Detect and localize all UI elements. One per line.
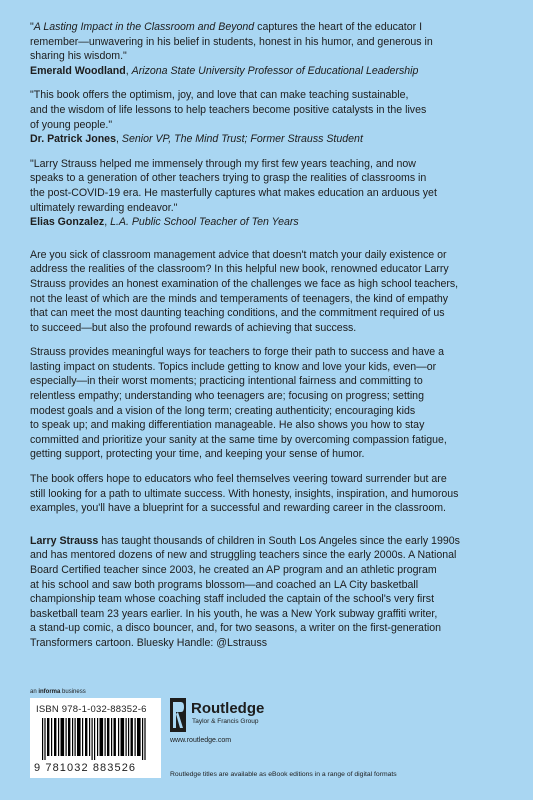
- endorser-role: Arizona State University Professor of Educational Leadership: [131, 64, 419, 77]
- publisher-group: Taylor & Francis Group: [192, 718, 259, 725]
- endorsement-3: [30, 157, 510, 230]
- endorsement-2-attribution: Dr. Patrick Jones, Senior VP, The Mind Trust; Former Strauss Student: [30, 133, 363, 146]
- publisher-name: Routledge: [191, 700, 265, 717]
- quote-line: speaks to a generation of other teachers trying to grasp the realities of classrooms in: [30, 172, 427, 185]
- endorser-name: Emerald Woodland: [30, 64, 126, 77]
- quote-line: captures the heart of the educator I: [254, 21, 423, 33]
- endorsement-1: [30, 20, 510, 78]
- author-bio: Larry Strauss has taught thousands of children in South Los Angeles since the early 1990s and has mentored dozens of new and struggling teachers since the early 2000s. A National Board Certified teacher since 2003, he created an AP program and an athletic program at his school and saw both programs blossom—and coached an LA City basketball championship team whose coaching staff included the captain of the school's very first basketball team 23 years earlier. In his youth, he was a New York subway graffiti writer, a stand-up comic, a disco bouncer, and, for two seasons, a writer on the first-generation Transformers cartoon. Bluesky Handle: @Lstrauss: [30, 534, 460, 649]
- endorser-role: Senior VP, The Mind Trust; Former Strauss Student: [121, 133, 363, 146]
- description-paragraph-3: The book offers hope to educators who feel themselves veering toward surrender but are still looking for a path to ultimate success. With honesty, insights, inspiration, and humorous examples, you'll have a blueprint for a successful and rewarding career in the classroom.: [30, 473, 459, 515]
- open-quote: ": [30, 21, 34, 33]
- barcode-icon: [36, 718, 155, 760]
- informa-business-label: an informa business: [30, 689, 86, 695]
- quote-line: ultimately rewarding endeavor.": [30, 201, 178, 214]
- barcode-number: 9 781032 883526: [34, 762, 137, 774]
- endorsement-1-attribution: Emerald Woodland, Arizona State University Professor of Educational Leadership: [30, 64, 419, 77]
- cover-footer: [30, 688, 510, 778]
- quote-line: sharing his wisdom.": [30, 50, 127, 63]
- endorser-name: Dr. Patrick Jones: [30, 133, 116, 146]
- publisher-website: www.routledge.com: [170, 737, 232, 744]
- ebook-availability-note: Routledge titles are available as eBook editions in a range of digital formats: [170, 771, 397, 778]
- endorser-role: L.A. Public School Teacher of Ten Years: [110, 216, 299, 229]
- quote-line: remember—unwavering in his belief in students, honest in his humor, and generous in: [30, 35, 433, 48]
- endorser-name: Elias Gonzalez: [30, 216, 105, 229]
- author-name: Larry Strauss: [30, 534, 99, 547]
- back-cover-content: [30, 20, 510, 661]
- endorsement-2: [30, 88, 510, 146]
- endorsement-3-attribution: Elias Gonzalez, L.A. Public School Teacher of Ten Years: [30, 216, 299, 229]
- quote-line: of young people.": [30, 118, 113, 131]
- isbn-number: ISBN 978-1-032-88352-6: [36, 704, 147, 715]
- routledge-logo-icon: [170, 698, 186, 732]
- isbn-barcode: [30, 698, 161, 778]
- book-title: A Lasting Impact in the Classroom and Beyond: [33, 21, 255, 33]
- quote-line: "Larry Strauss helped me immensely through my first few years teaching, and now: [30, 157, 416, 170]
- quote-line: and the wisdom of life lessons to help teachers become positive catalysts in the lives: [30, 103, 427, 116]
- quote-line: "This book offers the optimism, joy, and love that can make teaching sustainable,: [30, 89, 409, 102]
- endorsement-1-quote: [30, 20, 510, 78]
- quote-line: the post-COVID-19 era. He masterfully captures what makes education an arduous yet: [30, 186, 437, 199]
- description-paragraph-2: Strauss provides meaningful ways for teachers to forge their path to success and have a lasting impact on students. Topics include getting to know and love your kids, even—or especially—in their worst moments; practicing intentional fairness and committing to relentless empathy; understanding who teenagers are; focusing on progress; setting modest goals and a vision of the long term; creating authenticity; encouraging kids to speak up; and making differentiation manageable. He also shows you how to stay committed and prioritize your sanity at the same time by overcoming compassion fatigue, getting support, protecting your time, and keeping your sense of humor.: [30, 346, 447, 461]
- description-paragraph-1: Are you sick of classroom management advice that doesn't match your daily existence or address the realities of the classroom? In this helpful new book, renowned educator Larry Strauss provides an honest examination of the challenges we face as high school teachers, not the least of which are the minds and temperaments of teenagers, the kind of empathy that can meet the most daunting teaching conditions, and the commitment required of us to succeed—but also the profound rewards of achieving that success.: [30, 248, 459, 334]
